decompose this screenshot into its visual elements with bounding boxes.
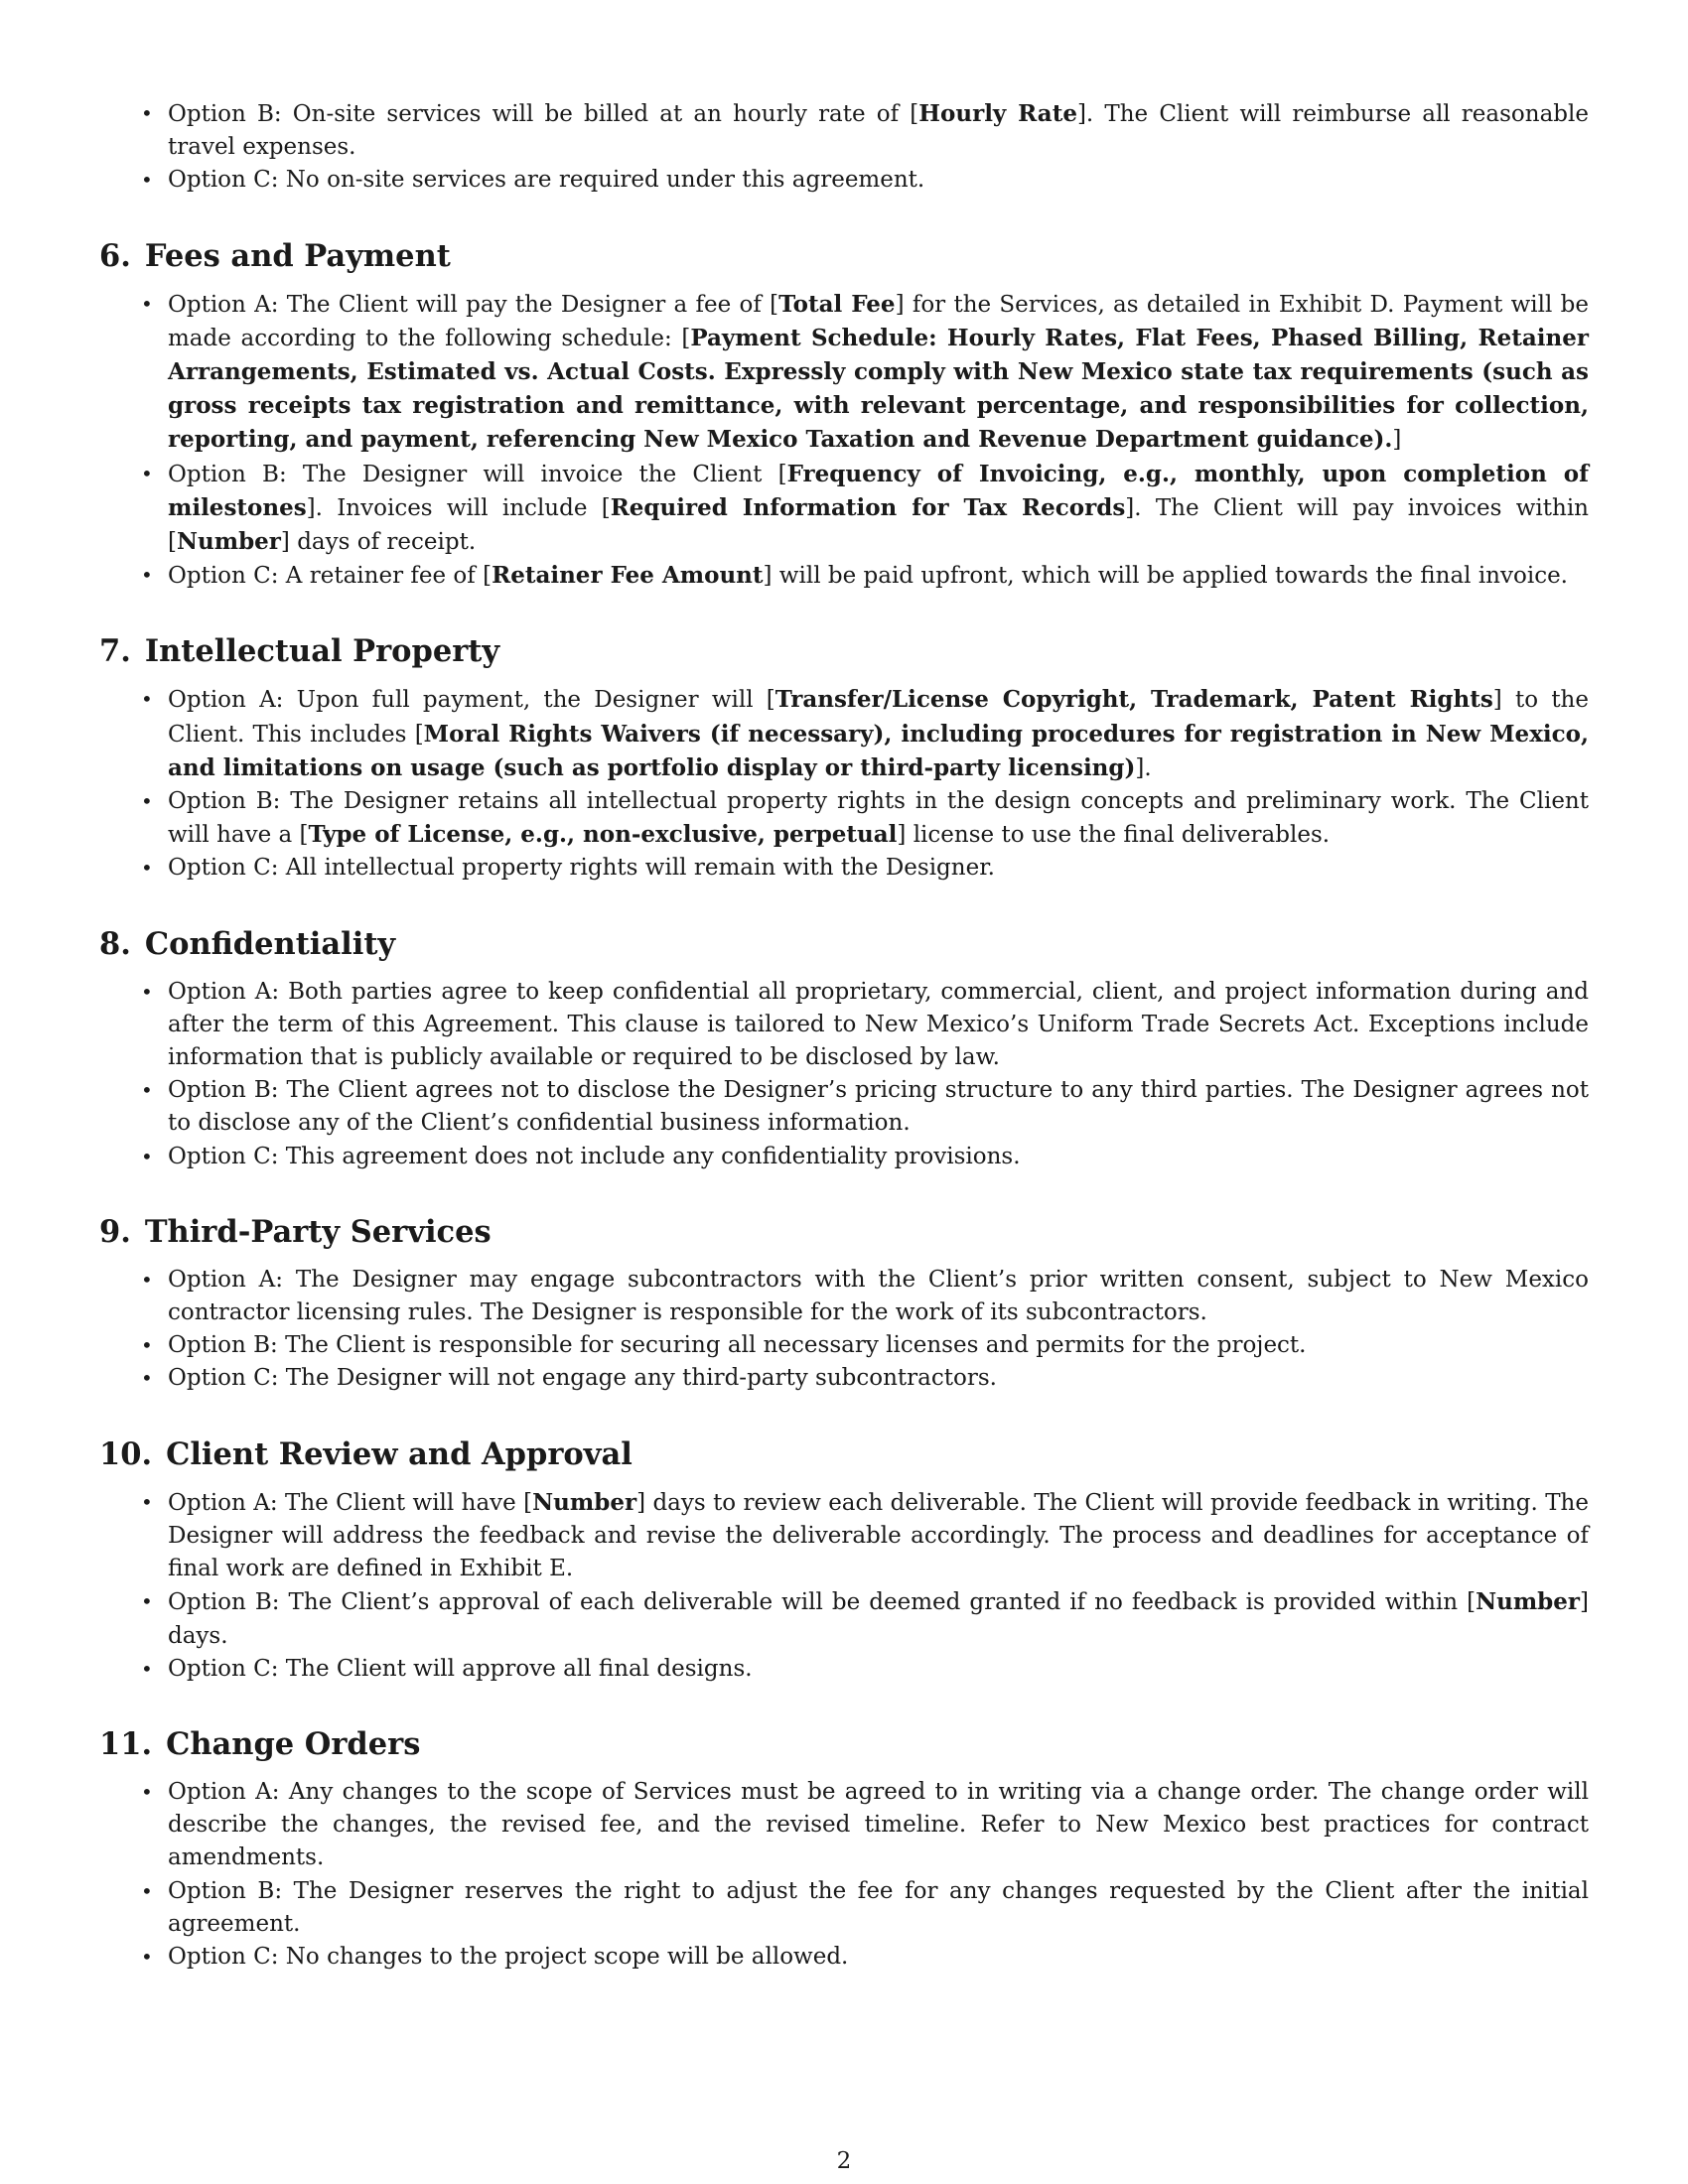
option-list — [99, 1776, 1589, 1974]
section-number: 6. — [99, 237, 131, 274]
option-list — [99, 976, 1589, 1173]
section-heading — [99, 1725, 1589, 1763]
section-heading — [99, 925, 1589, 963]
page-number: 2 — [836, 2148, 852, 2174]
section-title: Intellectual Property — [144, 633, 500, 670]
section-heading — [99, 1213, 1589, 1251]
placeholder-term: Frequency of Invoicing, e.g., monthly, upon completion of milestones — [168, 460, 1589, 521]
option-item: • Option B: The Designer will invoice the Client [Frequency of Invoicing, e.g., monthly, upon completion of milestones]. Invoices will include [Required Information for Tax Records]. The Client will pay invoices within [Number] days of receipt. — [99, 458, 1589, 560]
option-item: • Option A: The Designer may engage subcontractors with the Client’s prior written consent, subject to New Mexico contractor licensing rules. The Designer is responsible for the work of its subcontractors. — [99, 1264, 1589, 1329]
placeholder-term: Moral Rights Waivers (if necessary), including procedures for registration in New Mexico, and limitations on usage (such as portfolio display or third-party licensing) — [168, 720, 1589, 781]
section-title: Third-Party Services — [144, 1213, 492, 1250]
document-page — [99, 97, 1589, 1974]
option-item: • Option C: No on-site services are required under this agreement. — [99, 164, 1589, 197]
option-item: • Option C: A retainer fee of [Retainer Fee Amount] will be paid upfront, which will be applied towards the final invoice. — [99, 559, 1589, 593]
section-heading — [99, 237, 1589, 275]
option-list — [99, 1486, 1589, 1686]
section-number: 11. — [99, 1725, 153, 1762]
section-title: Confidentiality — [144, 925, 396, 962]
option-item: • Option C: This agreement does not include any confidentiality provisions. — [99, 1141, 1589, 1173]
option-list — [99, 1264, 1589, 1396]
sections-container — [99, 237, 1589, 1975]
section — [99, 925, 1589, 1173]
option-item: • Option C: All intellectual property rights will remain with the Designer. — [99, 852, 1589, 885]
continued-option-list — [99, 97, 1589, 198]
section — [99, 1435, 1589, 1686]
placeholder-term: Number — [532, 1488, 637, 1516]
option-item: • Option C: The Designer will not engage any third-party subcontractors. — [99, 1362, 1589, 1395]
section-title: Fees and Payment — [144, 237, 451, 274]
option-item: • Option B: The Designer reserves the right to adjust the fee for any changes requested by the Client after the initial agreement. — [99, 1875, 1589, 1941]
section — [99, 1725, 1589, 1974]
placeholder-term: Total Fee — [778, 290, 896, 318]
option-item: • Option A: The Client will have [Number] days to review each deliverable. The Client will provide feedback in writing. The Designer will address the feedback and revise the deliverable accordingly. The process and deadlines for acceptance of final work are defined in Exhibit E. — [99, 1486, 1589, 1586]
section-number: 8. — [99, 925, 131, 962]
option-item: • Option A: Both parties agree to keep confidential all proprietary, commercial, client, and project information during and after the term of this Agreement. This clause is tailored to New Mexico’s Uniform Trade Secrets Act. Exceptions include information that is publicly available or required to be disclosed by law. — [99, 976, 1589, 1075]
placeholder-term: Hourly Rate — [918, 100, 1077, 127]
option-item: • Option B: The Client’s approval of each deliverable will be deemed granted if no feedback is provided within [Number] days. — [99, 1585, 1589, 1652]
placeholder-term: Payment Schedule: Hourly Rates, Flat Fees, Phased Billing, Retainer Arrangements, Estimated vs. Actual Costs. Expressly comply with New Mexico state tax requirements (such as gross receipts tax registration and remittance, with relevant percentage, and responsibilities for collection, reporting, and payment, referencing New Mexico Taxation and Revenue Department guidance). — [168, 324, 1589, 454]
option-item: • Option B: The Client is responsible for securing all necessary licenses and permits for the project. — [99, 1329, 1589, 1362]
option-item: • Option A: Upon full payment, the Designer will [Transfer/License Copyright, Trademark, Patent Rights] to the Client. This includes [Moral Rights Waivers (if necessary), including procedures for registration in New Mexico, and limitations on usage (such as portfolio display or third-party licensing)]. — [99, 683, 1589, 785]
option-item: • Option C: The Client will approve all final designs. — [99, 1653, 1589, 1686]
option-list — [99, 683, 1589, 885]
option-item: • Option B: The Designer retains all intellectual property rights in the design concepts and preliminary work. The Client will have a [Type of License, e.g., non-exclusive, perpetual] license to use the final deliverables. — [99, 785, 1589, 852]
placeholder-term: Type of License, e.g., non-exclusive, perpetual — [308, 821, 898, 849]
section-title: Client Review and Approval — [166, 1435, 633, 1472]
section-number: 7. — [99, 633, 131, 670]
option-item: • Option A: The Client will pay the Designer a fee of [Total Fee] for the Services, as detailed in Exhibit D. Payment will be made according to the following schedule: [Payment Schedule: Hourly Rates, Flat Fees, Phased Billing, Retainer Arrangements, Estimated vs. Actual Costs. Expressly comply with New Mexico state tax requirements (such as gross receipts tax registration and remittance, with relevant percentage, and responsibilities for collection, reporting, and payment, referencing New Mexico Taxation and Revenue Department guidance).] — [99, 288, 1589, 458]
placeholder-term: Transfer/License Copyright, Trademark, Patent Rights — [774, 686, 1493, 714]
section-heading — [99, 1435, 1589, 1473]
placeholder-term: Number — [176, 528, 281, 556]
option-item: • Option A: Any changes to the scope of Services must be agreed to in writing via a change order. The change order will describe the changes, the revised fee, and the revised timeline. Refer to New Mexico best practices for contract amendments. — [99, 1776, 1589, 1875]
section — [99, 237, 1589, 594]
placeholder-term: Retainer Fee Amount — [492, 562, 764, 590]
section-heading — [99, 632, 1589, 670]
placeholder-term: Required Information for Tax Records — [610, 493, 1126, 521]
section — [99, 1213, 1589, 1396]
option-item: • Option B: On-site services will be billed at an hourly rate of [Hourly Rate]. The Client will reimburse all reasonable travel expenses. — [99, 97, 1589, 164]
option-item: • Option B: The Client agrees not to disclose the Designer’s pricing structure to any third parties. The Designer agrees not to disclose any of the Client’s confidential business information. — [99, 1074, 1589, 1140]
section-number: 9. — [99, 1213, 131, 1250]
section-number: 10. — [99, 1435, 153, 1472]
section — [99, 632, 1589, 885]
option-list — [99, 288, 1589, 594]
placeholder-term: Number — [1476, 1588, 1581, 1616]
section-title: Change Orders — [166, 1725, 421, 1762]
option-item: • Option C: No changes to the project scope will be allowed. — [99, 1941, 1589, 1974]
